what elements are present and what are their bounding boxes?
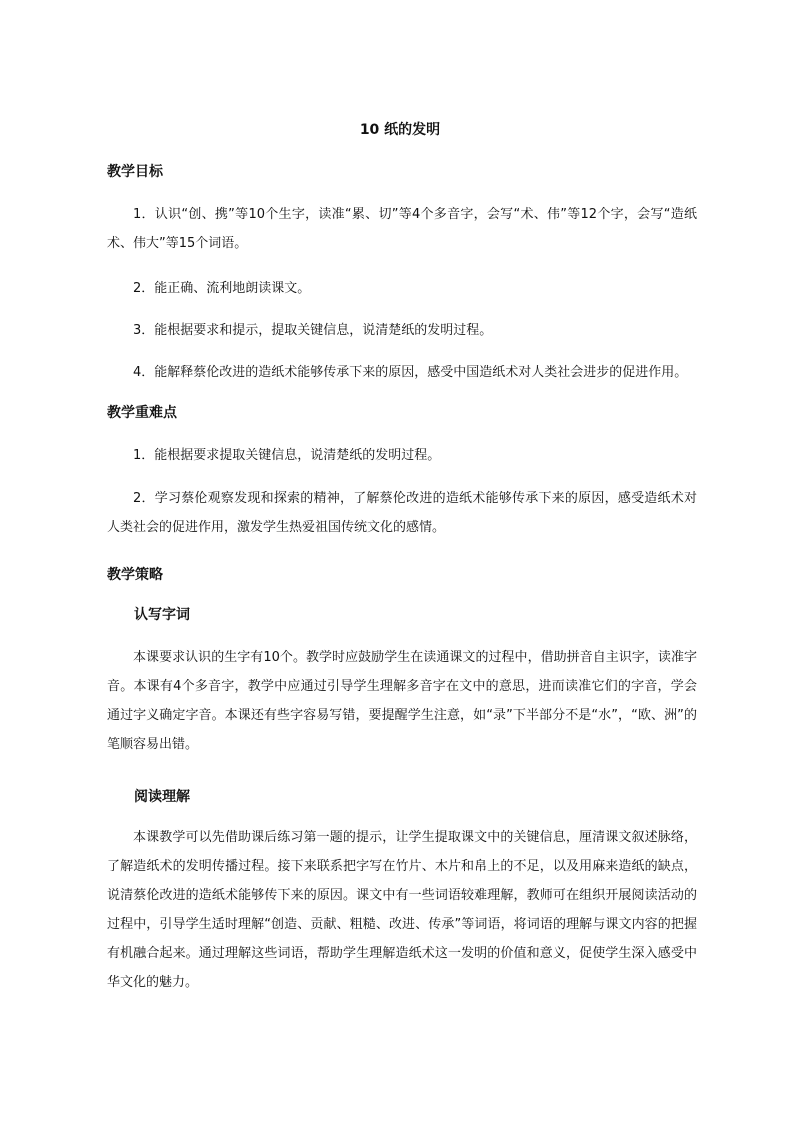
key-point-item-1: 1．能根据要求提取关键信息，说清楚纸的发明过程。	[133, 448, 441, 463]
section-heading-key-points: 教学重难点	[107, 405, 177, 421]
key-point-item-2: 2．学习蔡伦观察发现和探索的精神，了解蔡伦改进的造纸术能够传承下来的原因，感受造纸术对人类社会的促进作用，激发学生热爱祖国传统文化的感情。	[107, 491, 697, 535]
section-heading-strategy: 教学策略	[107, 567, 163, 583]
subsection-text-vocab: 本课要求认识的生字有10个。教学时应鼓励学生在读通课文的过程中，借助拼音自主识字，读准字音。本课有4个多音字，教学中应通过引导学生理解多音字在文中的意思，进而读准它们的字音，学会通过字义确定字音。本课还有些字容易写错，要提醒学生注意，如“录”下半部分不是“水”，“欧、洲”的笔顺容易出错。	[107, 650, 697, 752]
subsection-heading-vocab: 认写字词	[134, 607, 190, 623]
page-title: 10 纸的发明	[359, 122, 441, 138]
subsection-heading-reading: 阅读理解	[134, 789, 190, 805]
goal-item-3: 3．能根据要求和提示，提取关键信息，说清楚纸的发明过程。	[133, 323, 493, 338]
goal-item-1: 1．认识“创、携”等10个生字，读准“累、切”等4个多音字，会写“术、伟”等12个字，会写“造纸术、伟大”等15个词语。	[107, 207, 697, 251]
subsection-text-reading: 本课教学可以先借助课后练习第一题的提示，让学生提取课文中的关键信息，厘清课文叙述脉络，了解造纸术的发明传播过程。接下来联系把字写在竹片、木片和帛上的不足，以及用麻来造纸的缺点，说清蔡伦改进的造纸术能够传下来的原因。课文中有一些词语较难理解，教师可在组织开展阅读活动的过程中，引导学生适时理解“创造、贡献、粗糙、改进、传承”等词语，将词语的理解与课文内容的把握有机融合起来。通过理解这些词语，帮助学生理解造纸术这一发明的价值和意义，促使学生深入感受中华文化的魅力。	[107, 830, 697, 990]
section-heading-goals: 教学目标	[107, 164, 163, 180]
goal-item-2: 2．能正确、流利地朗读课文。	[133, 281, 311, 296]
goal-item-4: 4．能解释蔡伦改进的造纸术能够传承下来的原因，感受中国造纸术对人类社会进步的促进作用。	[133, 365, 688, 380]
